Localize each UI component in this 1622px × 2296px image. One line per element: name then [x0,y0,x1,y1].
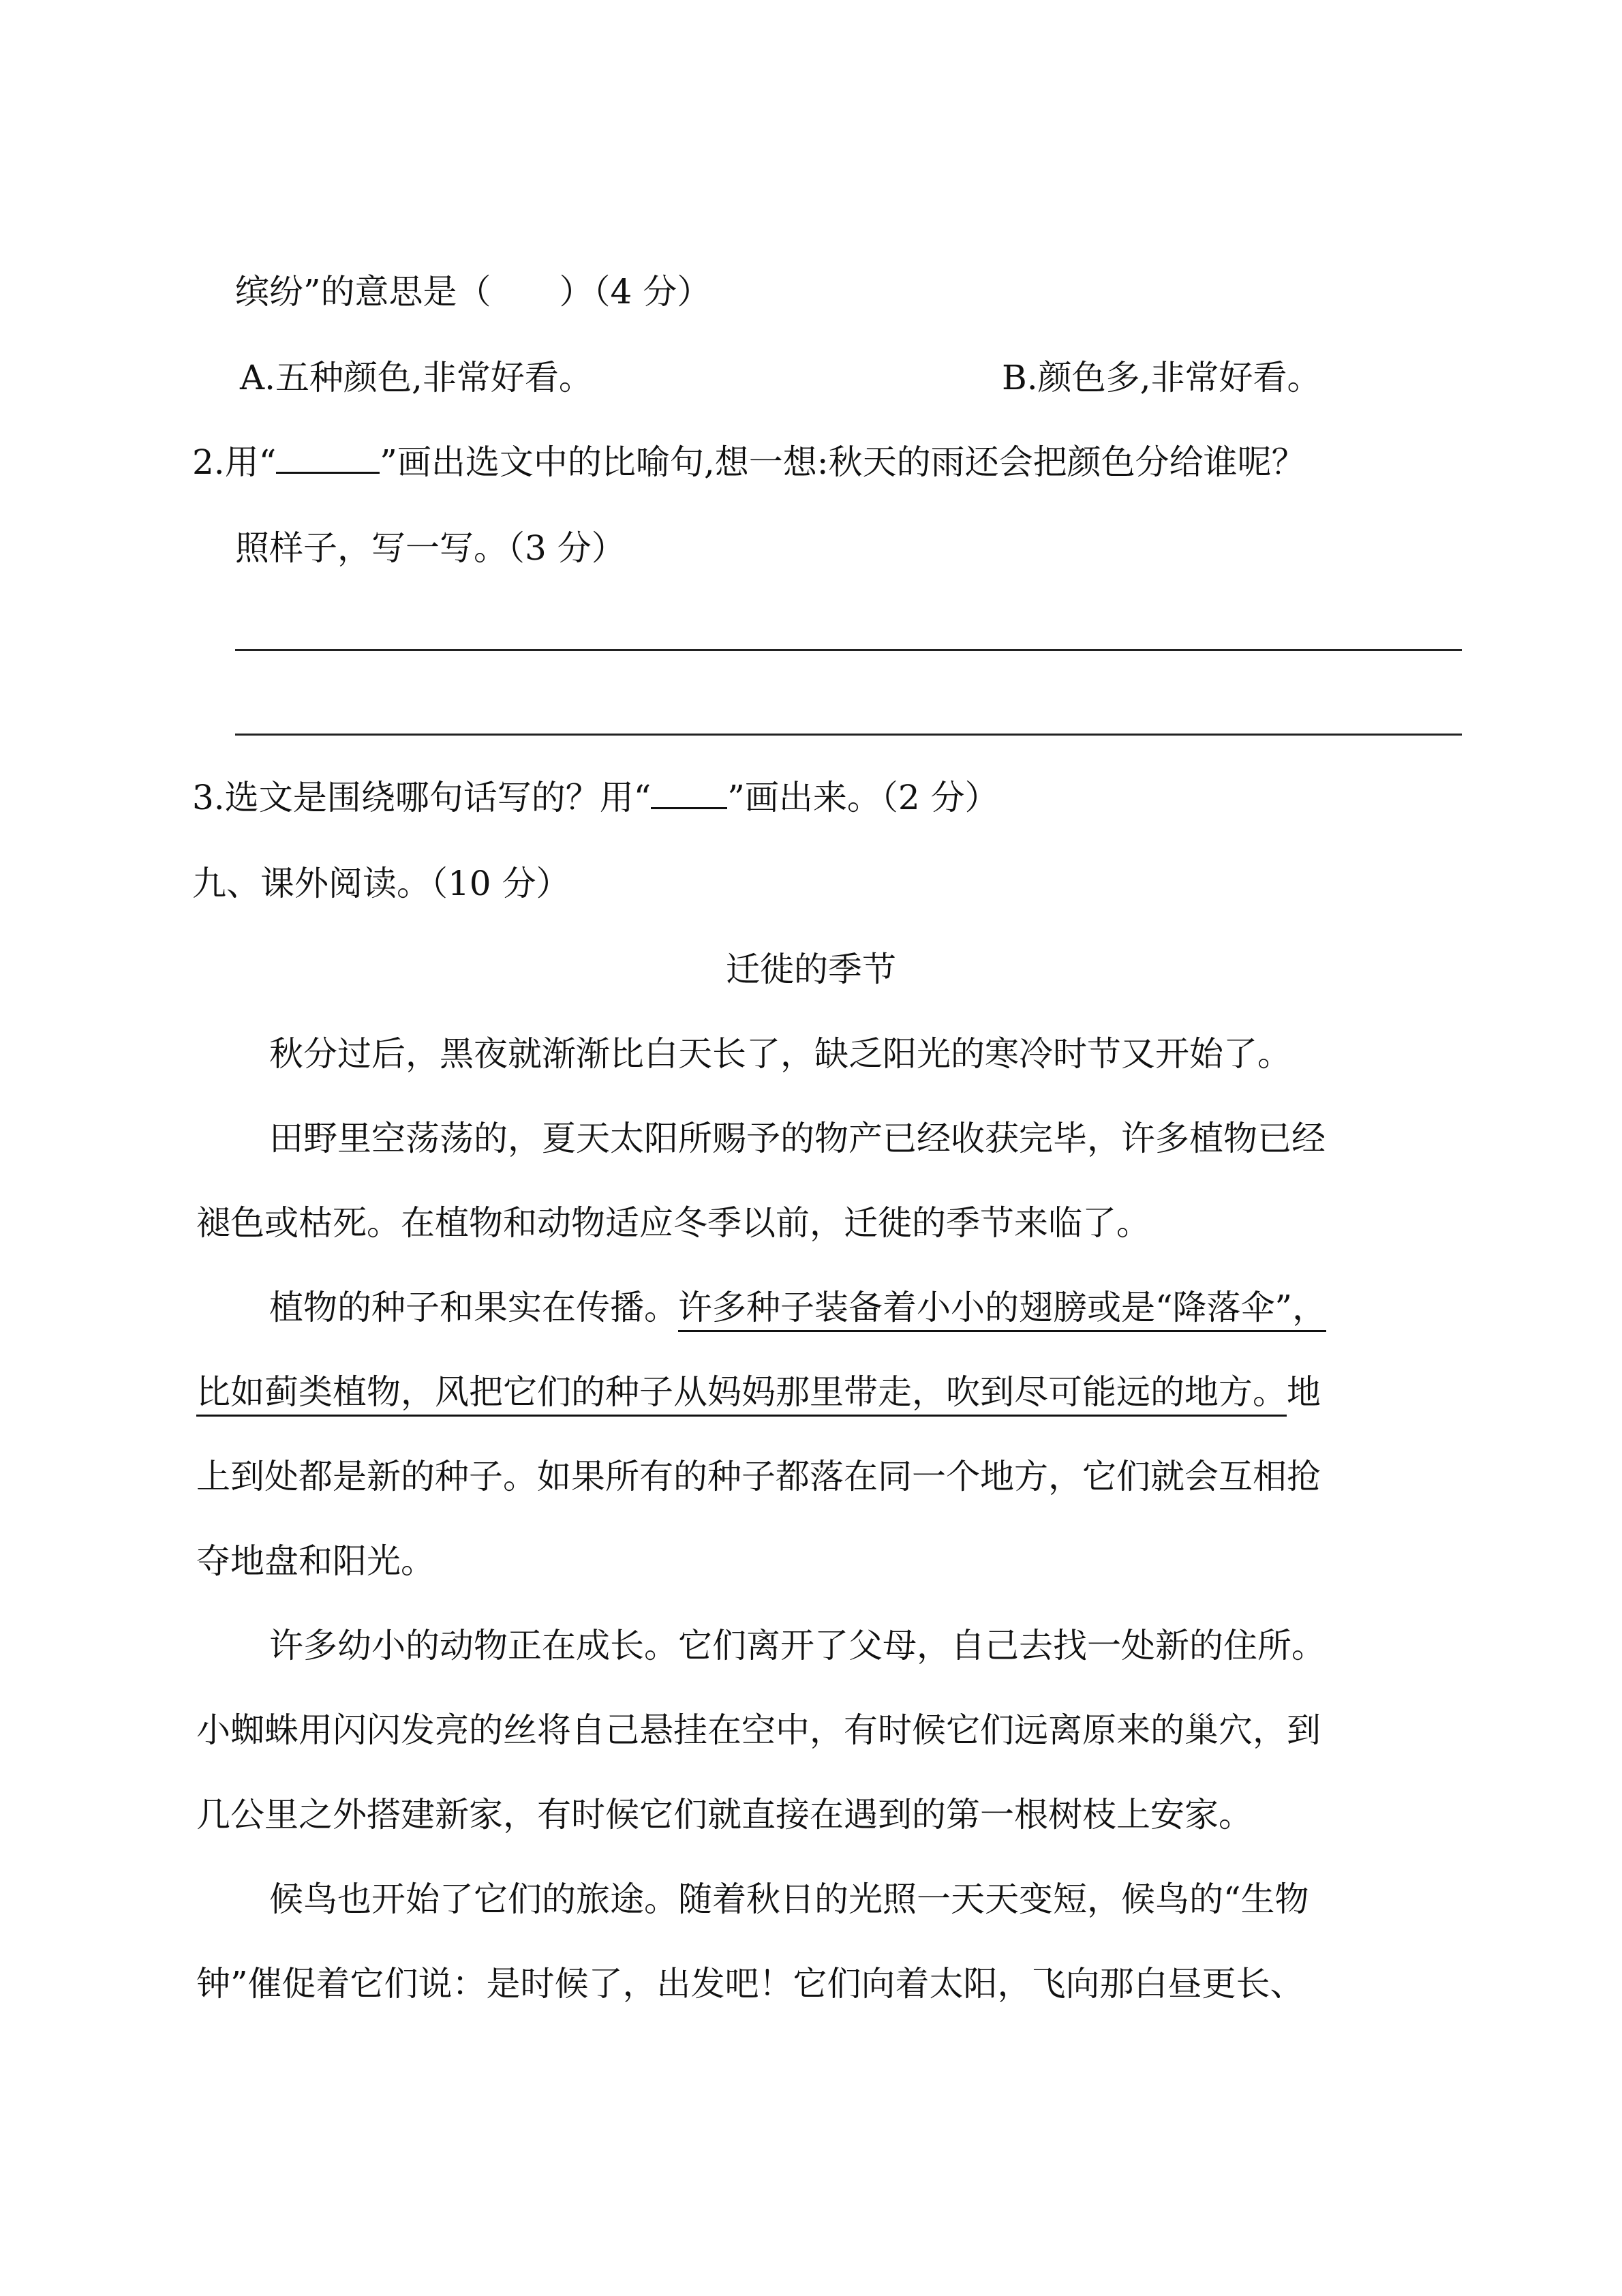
p1 [269,1033,1291,1074]
p4-line3 [196,1794,1253,1835]
p1-text: 秋分过后，黑夜就渐渐比白天长了，缺乏阳光的寒冷时节又开始了。 [269,1034,1291,1074]
p3-line1 [269,1287,1326,1328]
p4-line1 [269,1625,1326,1666]
p2-line2-text: 褪色或枯死。在植物和动物适应冬季以前，迁徙的季节来临了。 [196,1203,1150,1243]
p4-line1-text: 许多幼小的动物正在成长。它们离开了父母，自己去找一处新的住所。 [269,1626,1326,1665]
section9-heading [192,863,570,904]
p3-line3-text: 上到处都是新的种子。如果所有的种子都落在同一个地方，它们就会互相抢 [196,1457,1321,1496]
q3-prefix: 3.选文是围绕哪句话写的？用“ [192,778,652,817]
p3-line1-plain: 植物的种子和果实在传播。 [269,1288,678,1327]
p2-line1-text: 田野里空荡荡的，夏天太阳所赐予的物产已经收获完毕，许多植物已经 [269,1119,1326,1158]
p3-underlined-sentence-part1: 许多种子装备着小小的翅膀或是“降落伞”， [678,1288,1326,1332]
passage-title-text: 迁徙的季节 [726,950,896,989]
p3-underlined-sentence-part2: 比如蓟类植物，风把它们的种子从妈妈那里带走，吹到尽可能远的地方。 [196,1372,1287,1417]
q1-stem-text: 缤纷”的意思是（ ）（4 分） [235,272,711,312]
p2-line1 [269,1118,1326,1159]
p4-line2 [196,1710,1321,1751]
p4-line3-text: 几公里之外搭建新家，有时候它们就直接在遇到的第一根树枝上安家。 [196,1795,1253,1834]
p5-line2 [196,1963,1304,2004]
p2-line2 [196,1203,1150,1243]
p3-line4-text: 夺地盘和阳光。 [196,1541,435,1581]
q3-underline-sample [651,777,727,809]
q1-option-b [1002,357,1321,398]
q1-stem [235,271,711,312]
q2-line2-text: 照样子，写一写。（3 分） [235,528,626,568]
q2-answer-line-1[interactable] [235,649,1462,651]
p3-line3 [196,1456,1321,1497]
q1-option-b-text: B.颜色多,非常好看。 [1002,358,1321,397]
q2-underline-sample [276,442,380,474]
q2-line1 [192,442,1306,483]
q3-suffix: ”画出来。（2 分） [727,778,999,817]
p4-line2-text: 小蜘蛛用闪闪发亮的丝将自己悬挂在空中，有时候它们远离原来的巢穴，到 [196,1710,1321,1750]
q1-option-a [240,357,593,398]
p3-line2-plain: 地 [1287,1372,1321,1412]
p5-line2-text: 钟”催促着它们说：是时候了，出发吧！它们向着太阳，飞向那白昼更长、 [196,1964,1304,2004]
p3-line4 [196,1541,435,1582]
q1-option-a-text: A.五种颜色,非常好看。 [240,358,593,397]
passage-title [0,949,1622,990]
p5-line1 [269,1879,1309,1920]
q2-prefix: 2.用“ [192,442,277,482]
p3-line2 [196,1372,1321,1413]
q3-line [192,777,999,818]
section9-heading-text: 九、课外阅读。（10 分） [192,864,570,903]
q2-suffix: ”画出选文中的比喻句,想一想:秋天的雨还会把颜色分给谁呢？ [380,442,1306,482]
p5-line1-text: 候鸟也开始了它们的旅途。随着秋日的光照一天天变短，候鸟的“生物 [269,1879,1309,1919]
q2-answer-line-2[interactable] [235,734,1462,736]
q2-line2 [235,528,626,569]
